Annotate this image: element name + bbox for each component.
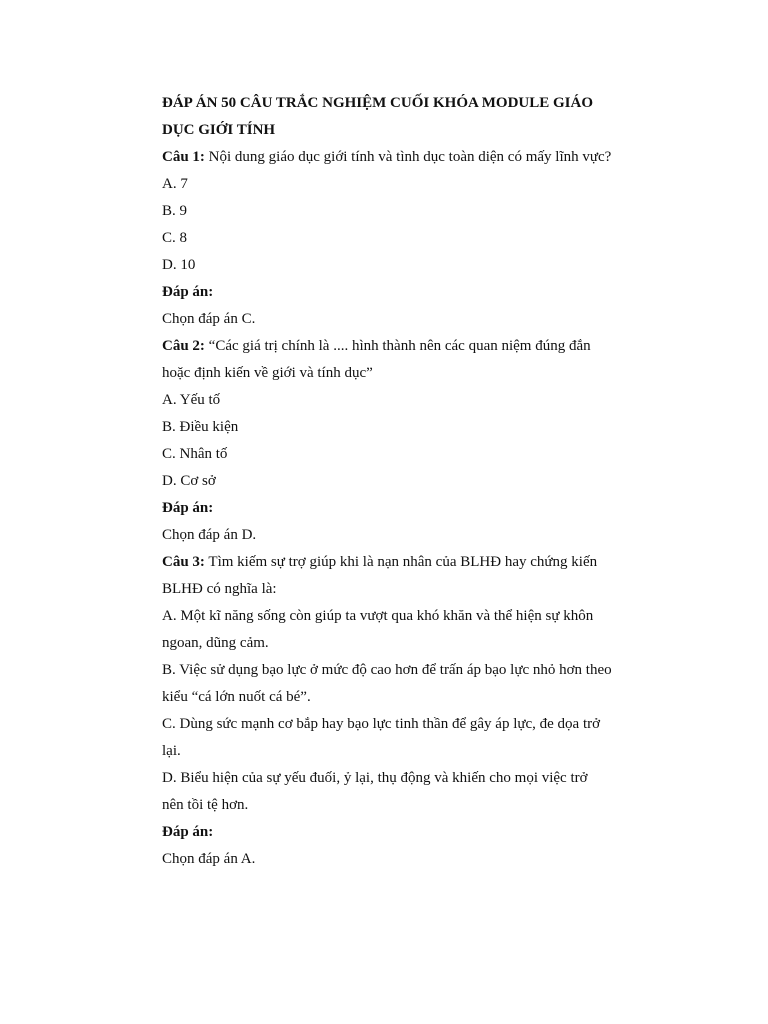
question-label: Câu 1: xyxy=(162,149,205,165)
option-a: A. Yếu tố xyxy=(162,392,221,408)
question-text: “Các giá trị chính là .... hình thành nên các quan niệm đúng đắn hoặc định kiến về giới và tính dục” xyxy=(162,338,591,381)
answer-text: Chọn đáp án C. xyxy=(162,311,256,327)
option-c: C. Nhân tố xyxy=(162,446,228,462)
option-a: A. 7 xyxy=(162,176,188,192)
answer-text: Chọn đáp án A. xyxy=(162,851,256,867)
option-b: B. Việc sử dụng bạo lực ở mức độ cao hơn để trấn áp bạo lực nhỏ hơn theo kiểu “cá lớn nuốt cá bé”. xyxy=(162,662,612,705)
option-b: B. Điều kiện xyxy=(162,419,239,435)
question-label: Câu 3: xyxy=(162,554,205,570)
question-block xyxy=(162,549,612,873)
option-d: D. Cơ sở xyxy=(162,473,216,489)
option-d: D. Biểu hiện của sự yếu đuối, ỷ lại, thụ động và khiến cho mọi việc trở nên tồi tệ hơn. xyxy=(162,770,588,813)
question-stem xyxy=(162,144,612,171)
question-text: Tìm kiếm sự trợ giúp khi là nạn nhân của BLHĐ hay chứng kiến BLHĐ có nghĩa là: xyxy=(162,554,598,597)
option-b: B. 9 xyxy=(162,203,188,219)
option-c: C. 8 xyxy=(162,230,188,246)
answer-label: Đáp án: xyxy=(162,824,214,840)
document-title: ĐÁP ÁN 50 CÂU TRẮC NGHIỆM CUỐI KHÓA MODULE GIÁO DỤC GIỚI TÍNH xyxy=(162,95,593,138)
answer-label: Đáp án: xyxy=(162,500,214,516)
question-stem xyxy=(162,333,612,387)
question-stem xyxy=(162,549,612,603)
option-c: C. Dùng sức mạnh cơ bắp hay bạo lực tinh thần để gây áp lực, đe dọa trở lại. xyxy=(162,716,601,759)
question-block xyxy=(162,333,612,549)
option-a: A. Một kĩ năng sống còn giúp ta vượt qua khó khăn và thể hiện sự khôn ngoan, dũng cảm. xyxy=(162,608,594,651)
question-block xyxy=(162,144,612,333)
option-d: D. 10 xyxy=(162,257,196,273)
answer-text: Chọn đáp án D. xyxy=(162,527,257,543)
document-page xyxy=(162,90,612,873)
question-text: Nội dung giáo dục giới tính và tình dục toàn diện có mấy lĩnh vực? xyxy=(204,149,612,165)
question-label: Câu 2: xyxy=(162,338,205,354)
answer-label: Đáp án: xyxy=(162,284,214,300)
